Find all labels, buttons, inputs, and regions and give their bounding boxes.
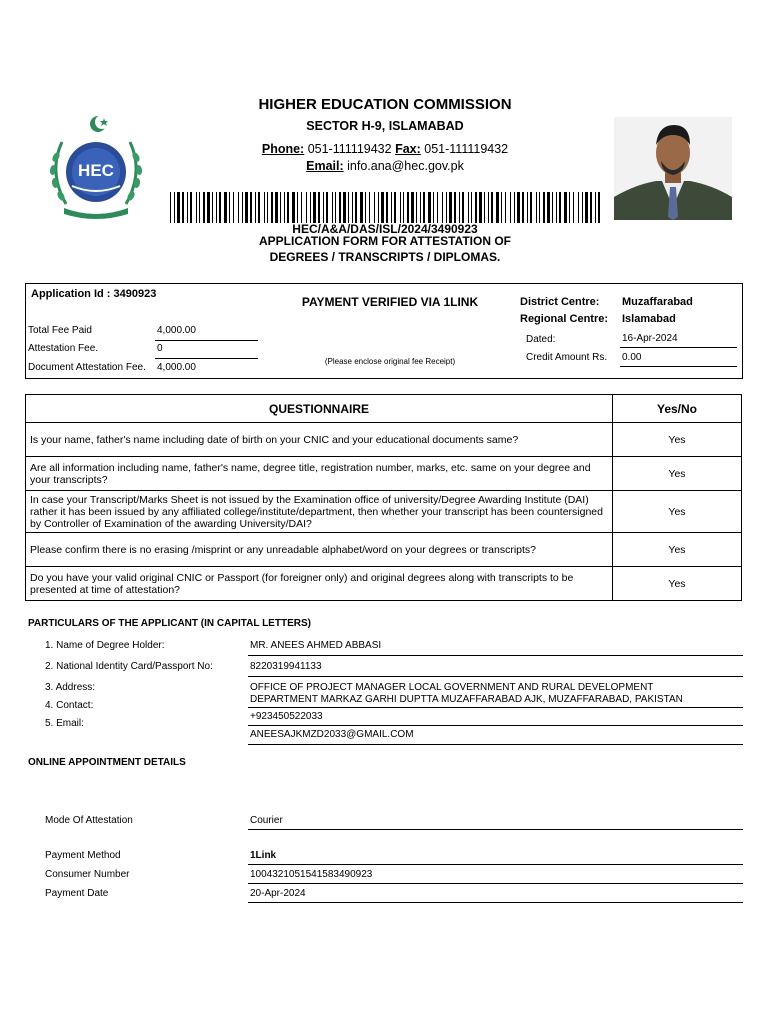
document-fee-value: 4,000.00 <box>157 362 196 373</box>
phone-fax-line <box>200 142 570 156</box>
question-text: Do you have your valid original CNIC or Passport (for foreigner only) and original degrees along with transcripts to be presented at time of attestation? <box>26 567 613 601</box>
application-id: Application Id : 3490923 <box>31 288 157 300</box>
phone-label: Phone: <box>261 142 305 156</box>
email-value: info.ana@hec.gov.pk <box>347 159 464 173</box>
dated-label: Dated: <box>526 334 556 345</box>
name-label: 1. Name of Degree Holder: <box>45 640 165 651</box>
payment-method-value: 1Link <box>250 850 277 861</box>
attestation-fee-value: 0 <box>157 343 163 354</box>
address-line1: OFFICE OF PROJECT MANAGER LOCAL GOVERNMENT AND RURAL DEVELOPMENT <box>250 682 654 693</box>
appointment-heading: ONLINE APPOINTMENT DETAILS <box>28 757 186 768</box>
question-row <box>26 567 742 601</box>
fee-receipt-note: (Please enclose original fee Receipt) <box>324 357 456 366</box>
answer: Yes <box>613 457 742 491</box>
attestation-fee-label: Attestation Fee. <box>28 343 99 354</box>
cnic-value: 8220319941133 <box>250 661 322 672</box>
questionnaire-header: QUESTIONNAIRE <box>26 395 613 423</box>
payment-method-label: Payment Method <box>45 850 121 861</box>
hec-logo <box>44 112 148 222</box>
address-label: 3. Address: <box>45 682 96 693</box>
credit-value: 0.00 <box>622 352 642 363</box>
question-row <box>26 533 742 567</box>
consumer-value: 100432105154158349092​3 <box>250 869 373 880</box>
questionnaire-table <box>25 394 742 601</box>
org-address: SECTOR H-9, ISLAMABAD <box>306 119 464 133</box>
payment-status: PAYMENT VERIFIED VIA 1LINK <box>301 295 479 309</box>
fax-value: 051-111119432 <box>424 142 509 156</box>
question-row <box>26 423 742 457</box>
email-line <box>200 159 570 173</box>
credit-label: Credit Amount Rs. <box>526 352 608 363</box>
district-value: Muzaffarabad <box>622 296 693 308</box>
regional-label: Regional Centre: <box>520 313 609 325</box>
dated-value: 16-Apr-2024 <box>622 333 678 344</box>
total-fee-label: Total Fee Paid <box>28 325 92 336</box>
payment-date-value: 20-Apr-2024 <box>250 888 306 899</box>
contact-value: +923450522033 <box>250 711 323 722</box>
phone-value: 051-111119432 <box>307 142 392 156</box>
email-label: Email: <box>306 159 344 173</box>
mode-label: Mode Of Attestation <box>45 815 133 826</box>
form-title-line1: APPLICATION FORM FOR ATTESTATION OF <box>259 234 511 248</box>
total-fee-value: 4,000.00 <box>157 325 196 336</box>
answer: Yes <box>613 567 742 601</box>
payment-date-label: Payment Date <box>45 888 109 899</box>
consumer-label: Consumer Number <box>45 869 130 880</box>
form-title-line2: DEGREES / TRANSCRIPTS / DIPLOMAS. <box>269 250 501 264</box>
barcode <box>170 192 602 223</box>
district-label: District Centre: <box>520 296 600 308</box>
question-text: In case your Transcript/Marks Sheet is not issued by the Examination office of university/Degree Awarding Institute (DAI) rather it has been issued by any affiliated college/institute/department, then whether your transcript has been countersigned by Controller of Examination of the awarding University/DAI? <box>26 491 613 533</box>
cnic-label: 2. National Identity Card/Passport No: <box>45 661 213 672</box>
name-value: MR. ANEES AHMED ABBASI <box>250 640 382 651</box>
particulars-heading: PARTICULARS OF THE APPLICANT (IN CAPITAL LETTERS) <box>28 618 311 629</box>
question-row <box>26 491 742 533</box>
fax-label: Fax: <box>395 142 421 156</box>
org-name: HIGHER EDUCATION COMMISSION <box>258 96 512 113</box>
address-line2: DEPARTMENT MARKAZ GARHI DUPTTA MUZAFFARABAD AJK, MUZAFFARABAD, PAKISTAN <box>250 694 683 705</box>
question-text: Is your name, father's name including date of birth on your CNIC and your educational documents same? <box>26 423 613 457</box>
question-text: Are all information including name, father's name, degree title, registration number, marks, etc. same on your degree and your transcripts? <box>26 457 613 491</box>
answer: Yes <box>613 423 742 457</box>
mode-value: Courier <box>250 815 283 826</box>
logo-text: HEC <box>78 161 114 180</box>
barcode-text: HEC/A&A/DAS/ISL/2024/3490923 <box>292 222 478 236</box>
answer: Yes <box>613 491 742 533</box>
question-row <box>26 457 742 491</box>
answer: Yes <box>613 533 742 567</box>
question-text: Please confirm there is no erasing /misprint or any unreadable alphabet/word on your degrees or transcripts? <box>26 533 613 567</box>
contact-label: 4. Contact: <box>45 700 94 711</box>
regional-value: Islamabad <box>622 313 676 325</box>
yes-no-header: Yes/No <box>613 395 742 423</box>
email-label-applicant: 5. Email: <box>45 718 84 729</box>
applicant-photo <box>614 117 732 220</box>
document-fee-label: Document Attestation Fee. <box>28 362 146 373</box>
email-value-applicant: ANEESAJKMZD2033@GMAIL.COM <box>250 729 414 740</box>
